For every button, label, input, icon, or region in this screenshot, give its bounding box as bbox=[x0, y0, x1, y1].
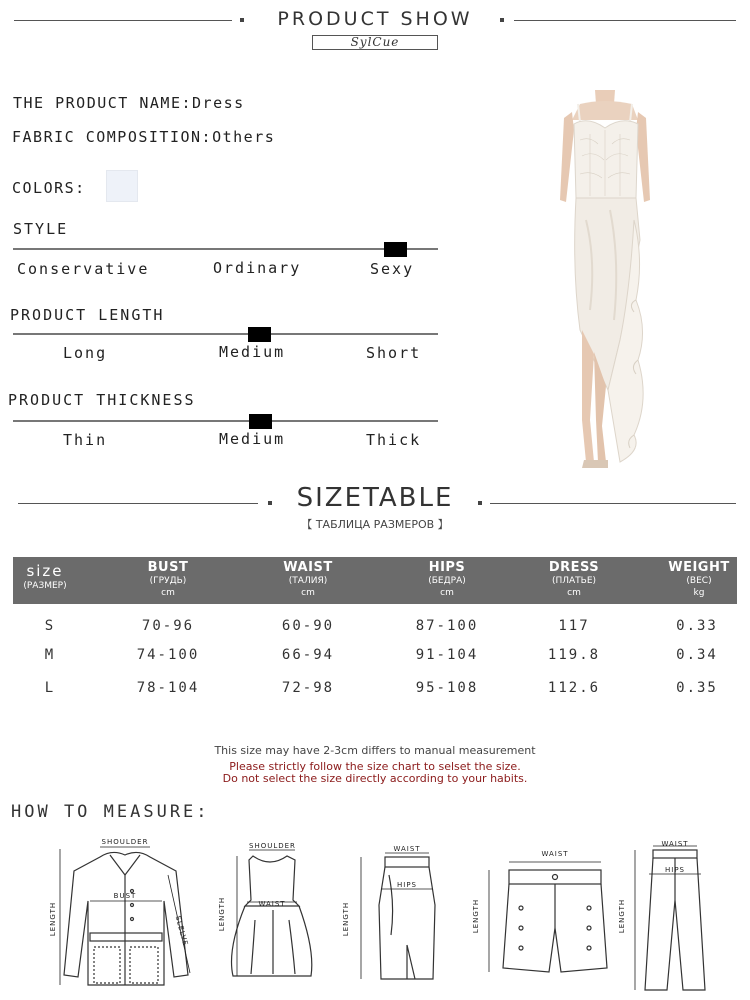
cell-bust-s: 70-96 bbox=[141, 618, 195, 634]
cell-waist-l: 72-98 bbox=[281, 680, 335, 696]
skirt-hips-label: HIPS bbox=[397, 881, 417, 889]
dress-measure-figure bbox=[215, 840, 325, 990]
cell-weight-l: 0.35 bbox=[676, 680, 718, 696]
product-name: THE PRODUCT NAME:Dress bbox=[13, 94, 245, 112]
cell-dress-s: 117 bbox=[558, 618, 590, 634]
cell-dress-l: 112.6 bbox=[547, 680, 601, 696]
pants-measure-figure bbox=[618, 840, 725, 995]
jacket-sleeve-label: SLELVE bbox=[173, 914, 190, 948]
header-rule-right bbox=[514, 20, 736, 21]
sizetable-title: SIZETABLE bbox=[296, 483, 454, 513]
cell-hips-s: 87-100 bbox=[415, 618, 479, 634]
pants-length-label: LENGTH bbox=[618, 898, 627, 934]
sizetable-rule-right bbox=[490, 503, 736, 504]
thickness-label-thin: Thin bbox=[63, 431, 108, 449]
dress-waist-label: WAIST bbox=[258, 900, 286, 908]
col-size: size (РАЗМЕР) bbox=[23, 562, 67, 591]
skirt-length-label: LENGTH bbox=[342, 901, 351, 937]
pants-hips-label: HIPS bbox=[665, 866, 685, 874]
length-label-long: Long bbox=[63, 344, 108, 362]
how-to-measure-title: HOW TO MEASURE: bbox=[11, 802, 210, 822]
sizetable-subtitle: 【 ТАБЛИЦА РАЗМЕРОВ 】 bbox=[301, 518, 449, 531]
shorts-waist-label: WAIST bbox=[541, 850, 569, 858]
dress-length-label: LENGTH bbox=[218, 896, 227, 932]
length-title: PRODUCT LENGTH bbox=[10, 306, 165, 324]
length-label-medium: Medium bbox=[219, 343, 286, 361]
colors-label: COLORS: bbox=[12, 179, 86, 197]
thickness-label-medium: Medium bbox=[219, 430, 286, 448]
brand-logo: SylCue bbox=[312, 35, 438, 50]
col-bust: BUST (ГРУДЬ) cm bbox=[147, 560, 189, 598]
cell-waist-s: 60-90 bbox=[281, 618, 335, 634]
jacket-bust-label: BUST bbox=[113, 892, 137, 900]
measurement-note: This size may have 2-3cm differs to manual measurement bbox=[214, 744, 536, 757]
style-marker bbox=[384, 242, 407, 257]
thickness-marker bbox=[249, 414, 272, 429]
length-label-short: Short bbox=[366, 344, 422, 362]
header-dot-right bbox=[500, 18, 504, 22]
dress-shoulder-label: SHOULDER bbox=[249, 842, 296, 850]
thickness-label-thick: Thick bbox=[366, 431, 422, 449]
cell-bust-m: 74-100 bbox=[136, 647, 200, 663]
product-photo bbox=[550, 90, 660, 470]
size-warning-1: Please strictly follow the size chart to selset the size. bbox=[229, 760, 521, 773]
col-hips: HIPS (БЕДРА) cm bbox=[428, 560, 466, 598]
jacket-shoulder-label: SHOULDER bbox=[101, 838, 149, 846]
page-title: PRODUCT SHOW bbox=[277, 8, 473, 30]
cell-size-m: M bbox=[44, 647, 56, 663]
length-scale-line bbox=[13, 333, 438, 335]
style-scale-line bbox=[13, 248, 438, 250]
cell-weight-s: 0.33 bbox=[676, 618, 718, 634]
cell-waist-m: 66-94 bbox=[281, 647, 335, 663]
style-label-sexy: Sexy bbox=[370, 260, 415, 278]
thickness-scale-line bbox=[13, 420, 438, 422]
jacket-length-label: LENGTH bbox=[49, 901, 58, 937]
cell-hips-m: 91-104 bbox=[415, 647, 479, 663]
skirt-waist-label: WAIST bbox=[393, 845, 421, 853]
shorts-length-label: LENGTH bbox=[472, 898, 481, 934]
col-dress: DRESS (ПЛАТЬЕ) cm bbox=[548, 560, 600, 598]
cell-size-l: L bbox=[44, 680, 56, 696]
fabric-composition: FABRIC COMPOSITION:Others bbox=[12, 128, 276, 146]
cell-hips-l: 95-108 bbox=[415, 680, 479, 696]
cell-dress-m: 119.8 bbox=[547, 647, 601, 663]
jacket-measure-figure bbox=[50, 835, 200, 995]
skirt-measure-figure bbox=[342, 845, 445, 985]
sizetable-dot-right bbox=[478, 501, 482, 505]
cell-size-s: S bbox=[44, 618, 56, 634]
thickness-title: PRODUCT THICKNESS bbox=[8, 391, 196, 409]
cell-bust-l: 78-104 bbox=[136, 680, 200, 696]
cell-weight-m: 0.34 bbox=[676, 647, 718, 663]
size-table-header bbox=[13, 557, 737, 604]
col-weight: WEIGHT (BEC) kg bbox=[668, 560, 730, 598]
length-marker bbox=[248, 327, 271, 342]
style-title: STYLE bbox=[13, 220, 69, 238]
color-swatch[interactable] bbox=[106, 170, 138, 202]
style-label-ordinary: Ordinary bbox=[213, 259, 302, 277]
pants-waist-label: WAIST bbox=[661, 840, 689, 848]
size-warning-2: Do not select the size directly according to your habits. bbox=[222, 772, 528, 785]
col-waist: WAIST (ТАЛИЯ) cm bbox=[283, 560, 333, 598]
style-label-conservative: Conservative bbox=[17, 260, 150, 278]
shorts-measure-figure bbox=[472, 848, 615, 978]
